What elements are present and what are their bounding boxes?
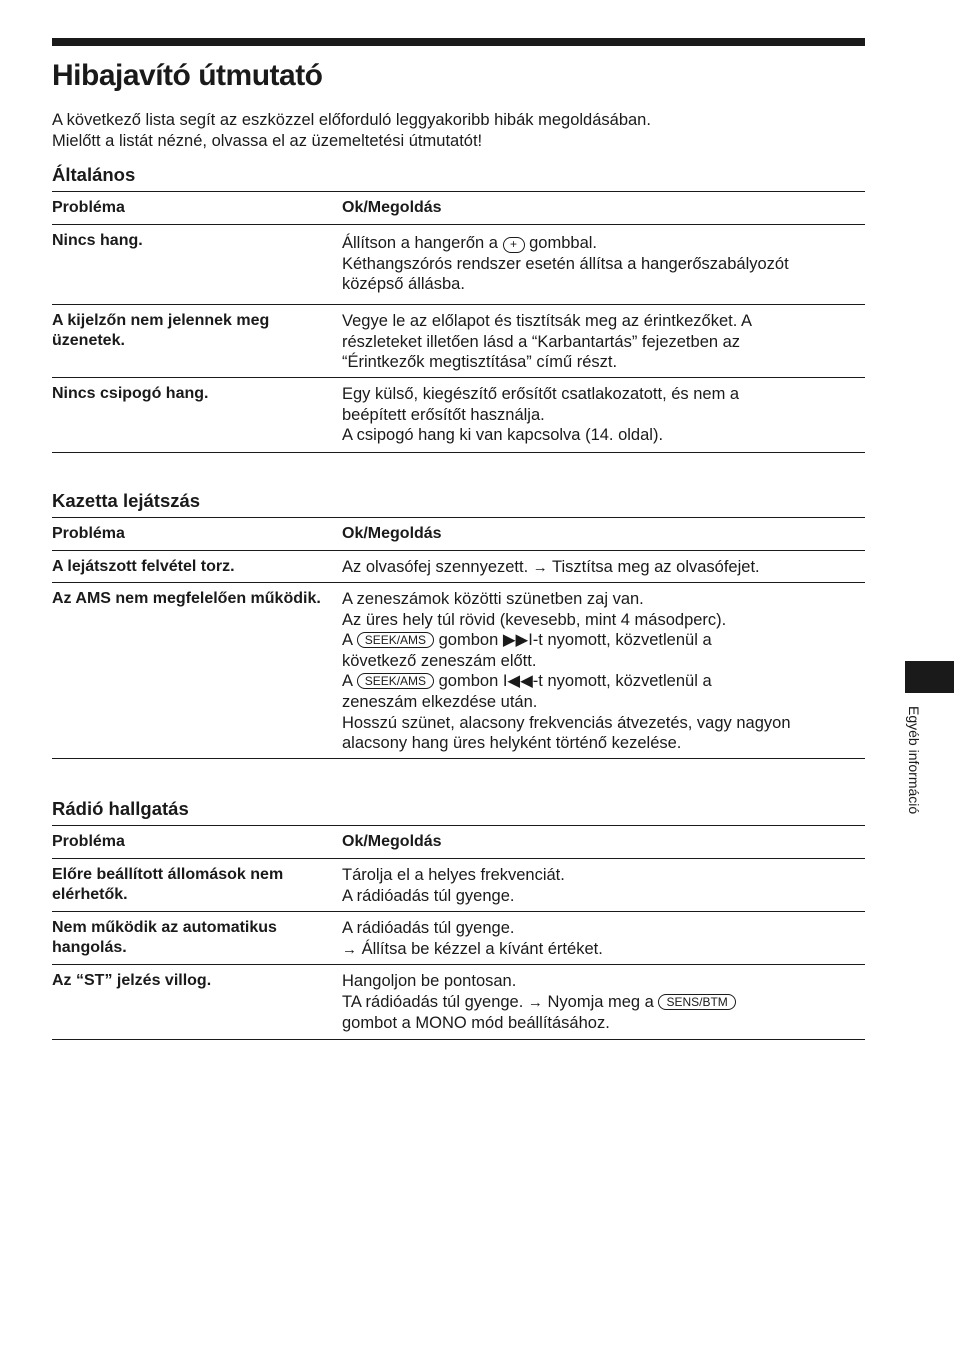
- header-problem: Probléma: [52, 199, 125, 216]
- sens-btm-button-icon: SENS/BTM: [658, 994, 735, 1010]
- top-rule: [52, 38, 865, 46]
- header-solution: Ok/Megoldás: [342, 525, 442, 542]
- text: Állítsa be kézzel a kívánt értéket.: [357, 939, 603, 958]
- solution-line: [342, 992, 865, 1014]
- solution-line: Tárolja el a helyes frekvenciát.: [342, 866, 565, 884]
- text: TA rádióadás túl gyenge.: [342, 992, 528, 1011]
- solution-cell: [342, 378, 865, 452]
- header-problem: Probléma: [52, 833, 125, 850]
- table-row: [52, 377, 865, 452]
- solution-line: A rádióadás túl gyenge.: [342, 919, 515, 937]
- problem-cell: A kijelzőn nem jelennek meg üzenetek.: [52, 312, 270, 349]
- text: gombon ▶▶I-t nyomott, közvetlenül a: [434, 631, 712, 650]
- table-header: [52, 192, 865, 224]
- section-general: [52, 164, 865, 453]
- solution-line: Kéthangszórós rendszer esetén állítsa a hangerőszabályozót: [342, 254, 789, 273]
- solution-line: Hangoljon be pontosan.: [342, 972, 517, 990]
- solution-line: [342, 233, 865, 254]
- header-solution: Ok/Megoldás: [342, 199, 442, 216]
- text: gombon I◀◀-t nyomott, közvetlenül a: [434, 672, 712, 691]
- solution-cell: [342, 305, 865, 377]
- header-solution: Ok/Megoldás: [342, 833, 442, 850]
- arrow-right-icon: →: [527, 993, 543, 1011]
- solution-cell: [342, 965, 865, 1039]
- troubleshoot-table: [52, 517, 865, 759]
- solution-line: A zeneszámok közötti szünetben zaj van.: [342, 590, 644, 608]
- solution-line: beépített erősítőt használja.: [342, 405, 545, 424]
- solution-line: Egy külső, kiegészítő erősítőt csatlakozatott, és nem a: [342, 385, 740, 403]
- problem-cell: Nem működik az automatikus hangolás.: [52, 919, 277, 956]
- text: Az olvasófej szennyezett.: [342, 558, 533, 576]
- section-title: Rádió hallgatás: [52, 798, 189, 819]
- solution-line: zeneszám elkezdése után.: [342, 692, 538, 711]
- solution-line: következő zeneszám előtt.: [342, 651, 537, 670]
- problem-cell: Az AMS nem megfelelően működik.: [52, 590, 321, 607]
- table-row: [52, 582, 865, 758]
- solution-line: [342, 939, 865, 961]
- solution-line: [342, 630, 865, 651]
- solution-cell: [342, 551, 865, 582]
- section-title: Általános: [52, 164, 136, 185]
- intro-line: Mielőtt a listát nézné, olvassa el az üzemeltetési útmutatót!: [52, 131, 483, 150]
- text: Tisztítsa meg az olvasófejet.: [547, 558, 760, 576]
- arrow-right-icon: →: [342, 940, 357, 958]
- solution-line: alacsony hang üres helyként történő kezelése.: [342, 734, 682, 753]
- troubleshoot-table: [52, 825, 865, 1040]
- solution-line: [342, 671, 865, 692]
- solution-line: Az üres hely túl rövid (kevesebb, mint 4 másodperc).: [342, 610, 727, 629]
- table-row: [52, 304, 865, 377]
- table-row: [52, 224, 865, 304]
- solution-line: [342, 557, 865, 579]
- problem-cell: Nincs hang.: [52, 232, 143, 249]
- problem-cell: Előre beállított állomások nem elérhetők.: [52, 866, 284, 903]
- solution-cell: [342, 583, 865, 758]
- problem-cell: Nincs csipogó hang.: [52, 385, 209, 402]
- header-problem: Probléma: [52, 525, 125, 542]
- section-title: Kazetta lejátszás: [52, 490, 201, 511]
- solution-line: Vegye le az előlapot és tisztítsák meg az érintkezőket. A: [342, 312, 752, 330]
- table-row: [52, 911, 865, 964]
- solution-line: Hosszú szünet, alacsony frekvenciás átvezetés, vagy nagyon: [342, 713, 791, 732]
- arrow-right-icon: →: [532, 559, 548, 576]
- section-cassette: [52, 490, 865, 759]
- page-content: [52, 38, 865, 1033]
- plus-button-icon: +: [503, 237, 525, 253]
- text: A: [342, 672, 357, 691]
- section-radio: [52, 798, 865, 1040]
- seek-ams-button-icon: SEEK/AMS: [357, 673, 434, 689]
- solution-cell: [342, 859, 865, 911]
- text: Nyomja meg a: [542, 992, 659, 1011]
- table-row: [52, 858, 865, 911]
- intro-line: A következő lista segít az eszközzel előforduló leggyakoribb hibák megoldásában.: [52, 111, 651, 129]
- intro-text: [52, 110, 865, 151]
- side-section-label: Egyéb információ: [906, 706, 922, 815]
- solution-line: A rádióadás túl gyenge.: [342, 886, 515, 905]
- side-tab-marker: [905, 661, 954, 693]
- solution-line: gombot a MONO mód beállításához.: [342, 1014, 610, 1033]
- solution-line: középső állásba.: [342, 275, 465, 294]
- problem-cell: Az “ST” jelzés villog.: [52, 972, 212, 989]
- page-title: Hibajavító útmutató: [52, 59, 323, 92]
- seek-ams-button-icon: SEEK/AMS: [357, 632, 434, 648]
- text: Állítson a hangerőn a: [342, 234, 503, 252]
- solution-line: részleteket illetően lásd a “Karbantartás” fejezetben az: [342, 332, 741, 351]
- troubleshoot-table: [52, 191, 865, 453]
- solution-cell: [342, 225, 865, 304]
- table-header: [52, 518, 865, 550]
- text: A: [342, 631, 357, 650]
- solution-line: A csipogó hang ki van kapcsolva (14. oldal).: [342, 426, 664, 445]
- problem-cell: A lejátszott felvétel torz.: [52, 558, 235, 575]
- table-row: [52, 550, 865, 582]
- table-header: [52, 826, 865, 858]
- solution-line: “Érintkezők megtisztítása” című részt.: [342, 353, 618, 372]
- table-row: [52, 964, 865, 1039]
- solution-cell: [342, 912, 865, 964]
- text: gombbal.: [524, 234, 597, 252]
